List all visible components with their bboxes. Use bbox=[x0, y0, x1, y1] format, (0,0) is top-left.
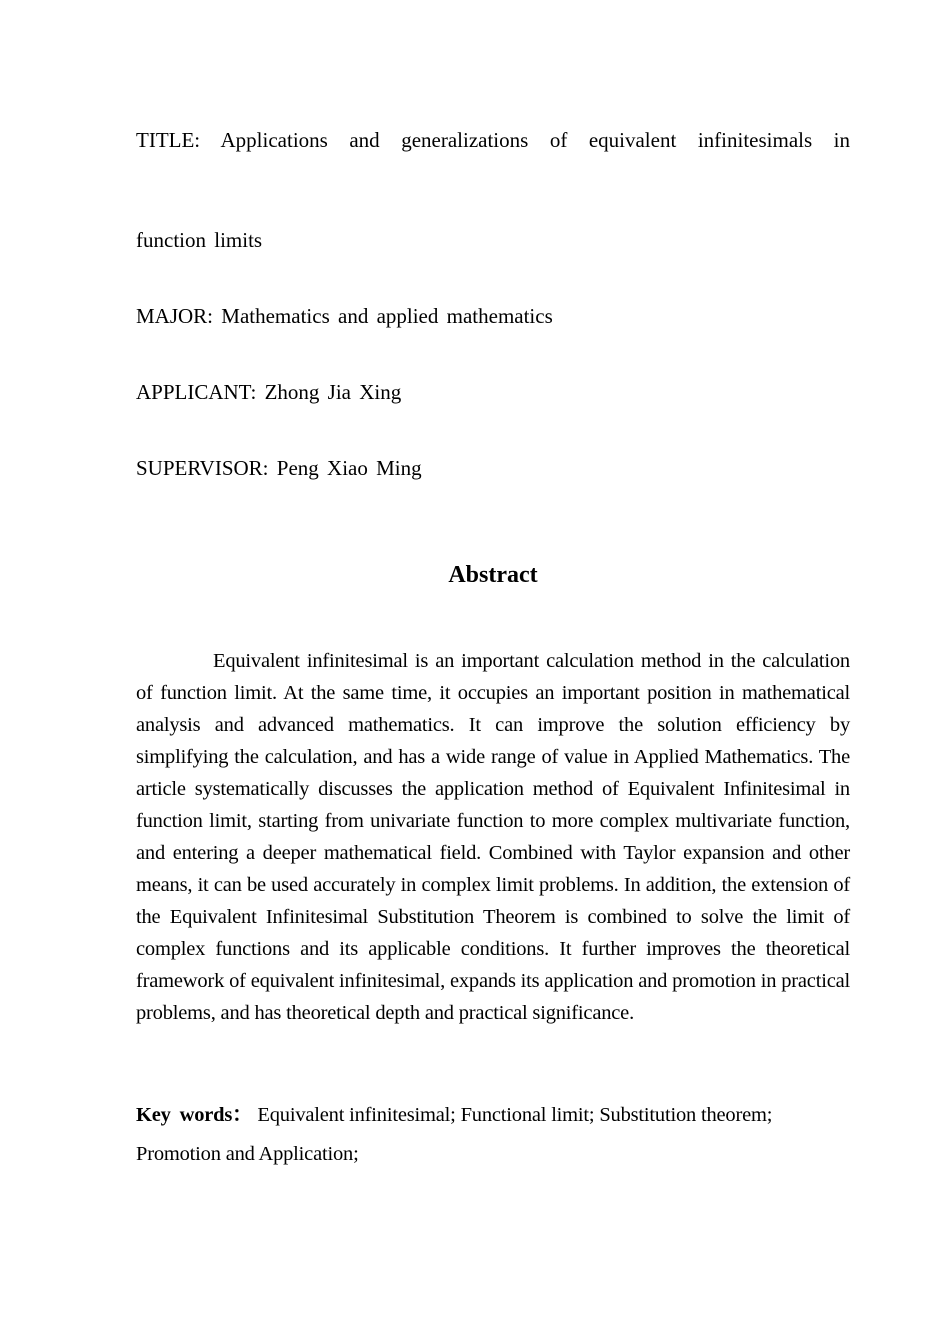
keywords-label: Key words bbox=[136, 1104, 233, 1126]
applicant-label: APPLICANT: bbox=[136, 380, 257, 404]
keywords-list: Equivalent infinitesimal; Functional limit; Substitution theorem; Promotion and Application; bbox=[136, 1104, 773, 1165]
title-line bbox=[136, 128, 850, 152]
major-line bbox=[136, 304, 850, 328]
applicant-line bbox=[136, 380, 850, 404]
title-continuation bbox=[136, 228, 850, 252]
title-text-line1: Applications and generalizations of equivalent infinitesimals in bbox=[220, 128, 850, 152]
major-value: Mathematics and applied mathematics bbox=[221, 304, 553, 328]
keywords-line bbox=[136, 1096, 850, 1174]
supervisor-value: Peng Xiao Ming bbox=[276, 456, 422, 480]
applicant-value: Zhong Jia Xing bbox=[264, 380, 402, 404]
abstract-body: Equivalent infinitesimal is an important calculation method in the calculation of function limit. At the same time, it occupies an important position in mathematical analysis and advanced mathematics. It can improve the solution efficiency by simplifying the calculation, and has a wide range of value in Applied Mathematics. The article systematically discusses the application method of Equivalent Infinitesimal in function limit, starting from univariate function to more complex multivariate function, and entering a deeper mathematical field. Combined with Taylor expansion and other means, it can be used accurately in complex limit problems. In addition, the extension of the Equivalent Infinitesimal Substitution Theorem is combined to solve the limit of complex functions and its applicable conditions. It further improves the theoretical framework of equivalent infinitesimal, expands its application and promotion in practical problems, and has theoretical depth and practical significance. bbox=[136, 650, 850, 1024]
major-label: MAJOR: bbox=[136, 304, 214, 328]
abstract-heading: Abstract bbox=[448, 562, 538, 588]
supervisor-line bbox=[136, 456, 850, 480]
title-label: TITLE: bbox=[136, 128, 201, 152]
title-text-line2: function limits bbox=[136, 228, 263, 252]
supervisor-label: SUPERVISOR: bbox=[136, 456, 269, 480]
keywords-separator: ： bbox=[232, 1104, 253, 1126]
